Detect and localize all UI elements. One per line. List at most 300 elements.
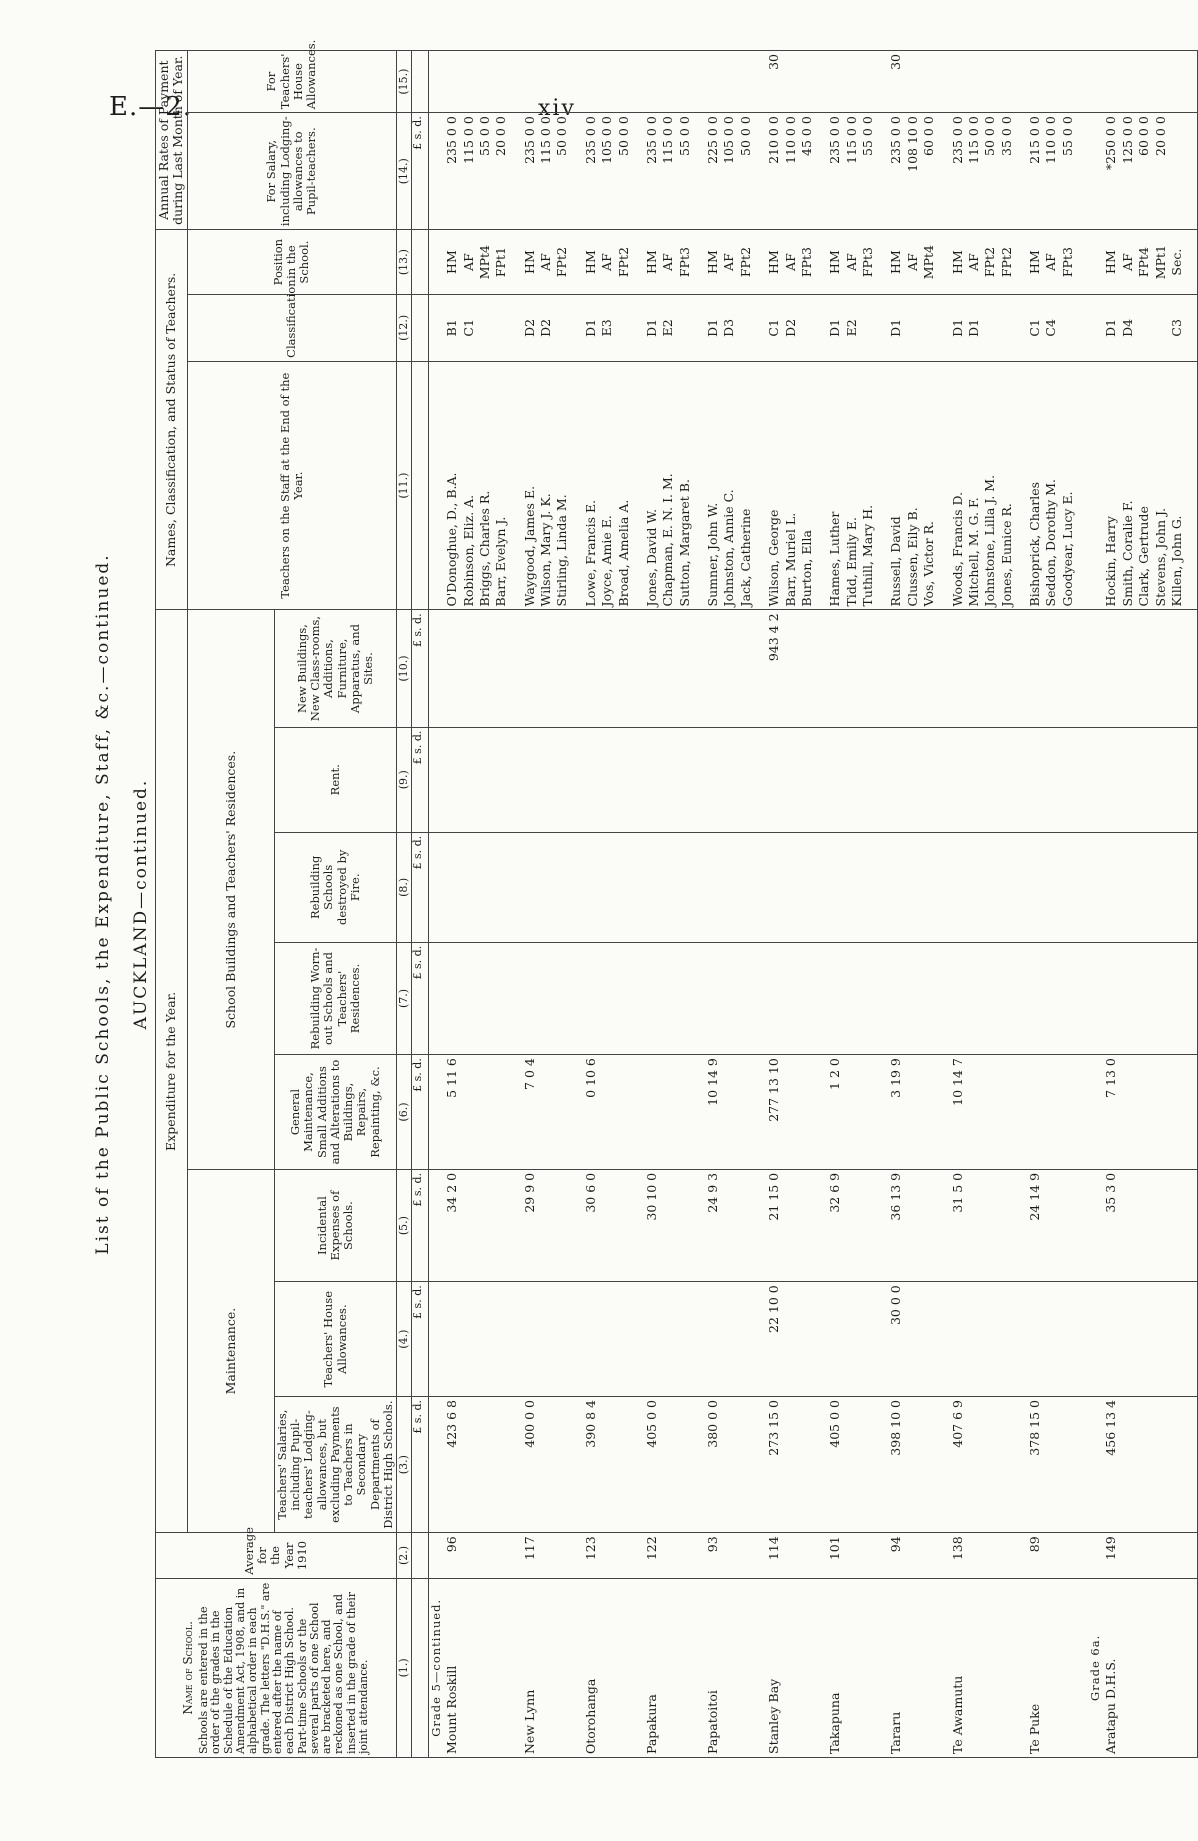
table-cell (1015, 361, 1027, 610)
average-attendance (921, 1533, 937, 1578)
table-cell (815, 727, 827, 832)
house-allowance-rate (660, 51, 676, 113)
rebuilding-wornout-value (583, 942, 599, 1054)
incidental-value (1060, 1169, 1076, 1281)
table-cell (429, 113, 445, 230)
house-allowance-value (461, 1282, 477, 1397)
average-attendance: 138 (950, 1533, 966, 1578)
table-cell (1015, 727, 1027, 832)
rebuilding-fire-value (950, 832, 966, 942)
salaries-value: 407 6 9 (950, 1397, 966, 1533)
rebuilding-fire-value (766, 832, 782, 942)
rent-value (1153, 727, 1169, 832)
table-cell (1015, 230, 1027, 295)
table-cell (1185, 361, 1198, 610)
salaries-value (966, 1397, 982, 1533)
maintenance-value (477, 1055, 493, 1170)
salaries-value: 390 8 4 (583, 1397, 599, 1533)
new-buildings-value (644, 610, 660, 727)
house-allowance-rate (705, 51, 721, 113)
rebuilding-fire-value (583, 832, 599, 942)
salary-rate: 60 0 0 (1136, 113, 1152, 230)
maintenance-value (799, 1055, 815, 1170)
incidental-value: 29 9 0 (522, 1169, 538, 1281)
school-name (660, 1578, 676, 1757)
rebuilding-fire-value (860, 832, 876, 942)
table-cell (1088, 51, 1103, 113)
table-body (412, 51, 1198, 1758)
salaries-value (905, 1397, 921, 1533)
average-attendance (677, 1533, 693, 1578)
table-cell (754, 294, 766, 361)
col-house-rate-header: For Teachers' House Allowances. (187, 51, 396, 113)
school-name (1136, 1578, 1152, 1757)
table-row (966, 51, 982, 1758)
teacher-position: AF (538, 230, 554, 295)
house-allowance-rate (477, 51, 493, 113)
table-cell (1076, 1282, 1088, 1397)
rebuilding-wornout-value (1120, 942, 1136, 1054)
document-code: E.—2. (109, 92, 193, 122)
table-cell (754, 1578, 766, 1757)
salary-rate: 45 0 0 (799, 113, 815, 230)
table-cell (876, 1397, 888, 1533)
maintenance-value (905, 1055, 921, 1170)
new-buildings-value (1153, 610, 1169, 727)
house-allowance-value (982, 1282, 998, 1397)
maintenance-value (1060, 1055, 1076, 1170)
table-cell (632, 610, 644, 727)
rebuilding-wornout-value (444, 942, 460, 1054)
incidental-value (844, 1169, 860, 1281)
school-name (1120, 1578, 1136, 1757)
school-name (738, 1578, 754, 1757)
rent-value (921, 727, 937, 832)
incidental-value (477, 1169, 493, 1281)
table-cell (1088, 1055, 1103, 1170)
rebuilding-wornout-value (827, 942, 843, 1054)
table-cell (693, 1533, 705, 1578)
row-gap (632, 51, 644, 1758)
table-cell (938, 1055, 950, 1170)
house-allowance-value (583, 1282, 599, 1397)
table-row (644, 51, 660, 1758)
house-allowance-rate (966, 51, 982, 113)
teacher-name: Wilson, George (766, 361, 782, 610)
table-cell (1088, 230, 1103, 295)
units-cell: £ s. d. (412, 1169, 429, 1281)
table-row (999, 51, 1015, 1758)
table-cell (938, 610, 950, 727)
table-row (860, 51, 876, 1758)
table-cell (510, 113, 522, 230)
table-cell (876, 1169, 888, 1281)
teacher-classification (799, 294, 815, 361)
average-attendance: 123 (583, 1533, 599, 1578)
average-attendance (783, 1533, 799, 1578)
salary-rate: 55 0 0 (1060, 113, 1076, 230)
teacher-position: FPt4 (1136, 230, 1152, 295)
rebuilding-fire-value (799, 832, 815, 942)
table-cell (1185, 294, 1198, 361)
rebuilding-fire-value (921, 832, 937, 942)
average-attendance: 96 (444, 1533, 460, 1578)
incidental-value (493, 1169, 509, 1281)
rent-value (860, 727, 876, 832)
house-allowance-value (554, 1282, 570, 1397)
table-cell (693, 113, 705, 230)
incidental-value: 32 6 9 (827, 1169, 843, 1281)
table-row (1043, 51, 1059, 1758)
new-buildings-value (522, 610, 538, 727)
salary-rate: 60 0 0 (921, 113, 937, 230)
average-attendance (738, 1533, 754, 1578)
rent-value (616, 727, 632, 832)
salary-rate: 110 0 0 (1043, 113, 1059, 230)
teacher-position: HM (644, 230, 660, 295)
rent-value (766, 727, 782, 832)
teacher-name: Woods, Francis D. (950, 361, 966, 610)
house-allowance-rate (677, 51, 693, 113)
school-name (860, 1578, 876, 1757)
maintenance-value (599, 1055, 615, 1170)
teacher-position: AF (905, 230, 921, 295)
table-cell (1076, 610, 1088, 727)
teacher-name: Johnstone, Lilla J. M. (982, 361, 998, 610)
table-cell (938, 361, 950, 610)
table-cell (815, 51, 827, 113)
rebuilding-wornout-value (1060, 942, 1076, 1054)
teacher-classification: D1 (966, 294, 982, 361)
new-buildings-value (721, 610, 737, 727)
average-attendance (721, 1533, 737, 1578)
new-buildings-value (966, 610, 982, 727)
rebuilding-fire-value (738, 832, 754, 942)
table-row (493, 51, 509, 1758)
col-average-header: Average for the Year 1910 (156, 1533, 397, 1578)
salary-rate: 235 0 0 (444, 113, 460, 230)
salary-rate: 50 0 0 (982, 113, 998, 230)
rebuilding-fire-value (1153, 832, 1169, 942)
rent-value (844, 727, 860, 832)
average-attendance: 122 (644, 1533, 660, 1578)
teacher-name: O'Donoghue, D., B.A. (444, 361, 460, 610)
table-cell (1015, 1282, 1027, 1397)
table-cell (815, 1397, 827, 1533)
table-cell (1076, 1578, 1088, 1757)
teacher-position: FPt2 (982, 230, 998, 295)
table-row (1120, 51, 1136, 1758)
incidental-value: 30 6 0 (583, 1169, 599, 1281)
grade-label: Grade 6a. (1088, 1578, 1103, 1757)
new-buildings-value (705, 610, 721, 727)
teacher-classification: D1 (1103, 294, 1119, 361)
table-cell (693, 832, 705, 942)
table-cell (876, 942, 888, 1054)
maintenance-value (1136, 1055, 1152, 1170)
teacher-name: Tidd, Emily E. (844, 361, 860, 610)
incidental-value (1153, 1169, 1169, 1281)
new-buildings-value (1027, 610, 1043, 727)
table-cell (510, 1055, 522, 1170)
rebuilding-wornout-value (644, 942, 660, 1054)
average-attendance (461, 1533, 477, 1578)
rent-value (1103, 727, 1119, 832)
maintenance-value (966, 1055, 982, 1170)
rebuilding-wornout-value (860, 942, 876, 1054)
new-buildings-value (860, 610, 876, 727)
salaries-value (999, 1397, 1015, 1533)
table-cell (876, 1533, 888, 1578)
rent-value (1169, 727, 1185, 832)
salary-rate: 55 0 0 (477, 113, 493, 230)
col-classification-header: Classification. (187, 294, 396, 361)
new-buildings-value (1169, 610, 1185, 727)
maintenance-value (1153, 1055, 1169, 1170)
new-buildings-value (827, 610, 843, 727)
teacher-classification: D2 (538, 294, 554, 361)
teacher-position: FPt3 (799, 230, 815, 295)
salary-rate: 115 0 0 (461, 113, 477, 230)
rebuilding-fire-value (905, 832, 921, 942)
teacher-name: Vos, Victor R. (921, 361, 937, 610)
teacher-classification: C4 (1043, 294, 1059, 361)
column-number: (3.) (397, 1397, 412, 1533)
row-gap (876, 51, 888, 1758)
house-allowance-rate (738, 51, 754, 113)
house-allowance-value (1027, 1282, 1043, 1397)
table-cell (510, 1397, 522, 1533)
table-cell (1088, 1533, 1103, 1578)
table-cell (632, 727, 644, 832)
row-gap (510, 51, 522, 1758)
rebuilding-fire-value (522, 832, 538, 942)
house-allowance-rate: 30 (888, 51, 904, 113)
salaries-value (677, 1397, 693, 1533)
new-buildings-value (950, 610, 966, 727)
table-cell (571, 1282, 583, 1397)
rebuilding-wornout-value (705, 942, 721, 1054)
rent-value (1120, 727, 1136, 832)
rebuilding-wornout-value (766, 942, 782, 1054)
house-allowance-rate (999, 51, 1015, 113)
table-cell (1185, 230, 1198, 295)
table-row (538, 51, 554, 1758)
table-row (1136, 51, 1152, 1758)
rotated-table-page (89, 39, 1184, 1758)
teacher-position: AF (660, 230, 676, 295)
salaries-value (1169, 1397, 1185, 1533)
table-row (827, 51, 843, 1758)
new-buildings-value (1120, 610, 1136, 727)
teacher-name: Jones, Eunice R. (999, 361, 1015, 610)
salary-rate: 20 0 0 (493, 113, 509, 230)
incidental-value (999, 1169, 1015, 1281)
column-number: (6.) (397, 1055, 412, 1170)
maintenance-value (644, 1055, 660, 1170)
teacher-classification (554, 294, 570, 361)
table-cell (429, 1169, 445, 1281)
table-cell (693, 51, 705, 113)
teacher-classification: E2 (844, 294, 860, 361)
rebuilding-wornout-value (1103, 942, 1119, 1054)
salaries-value (477, 1397, 493, 1533)
table-row (905, 51, 921, 1758)
new-buildings-value (444, 610, 460, 727)
house-allowance-rate (522, 51, 538, 113)
teacher-name: Jones, David W. (644, 361, 660, 610)
rent-value (583, 727, 599, 832)
table-cell (510, 1533, 522, 1578)
rebuilding-wornout-value (522, 942, 538, 1054)
teacher-position: FPt1 (493, 230, 509, 295)
rebuilding-fire-value (827, 832, 843, 942)
house-allowance-value (477, 1282, 493, 1397)
maintenance-value (921, 1055, 937, 1170)
teacher-classification (982, 294, 998, 361)
table-cell (815, 361, 827, 610)
house-allowance-value (538, 1282, 554, 1397)
table-cell (571, 610, 583, 727)
average-attendance (477, 1533, 493, 1578)
incidental-value (1169, 1169, 1185, 1281)
table-cell (429, 832, 445, 942)
incidental-value: 34 2 0 (444, 1169, 460, 1281)
house-allowance-value (705, 1282, 721, 1397)
table-cell (571, 942, 583, 1054)
table-cell (876, 610, 888, 727)
average-attendance (1060, 1533, 1076, 1578)
teacher-name: Smith, Coralie F. (1120, 361, 1136, 610)
rebuilding-wornout-value (677, 942, 693, 1054)
table-cell (510, 1169, 522, 1281)
table-cell (938, 832, 950, 942)
table-cell (1088, 610, 1103, 727)
salaries-value (538, 1397, 554, 1533)
rebuilding-wornout-value (844, 942, 860, 1054)
rebuilding-wornout-value (982, 942, 998, 1054)
house-allowance-rate (644, 51, 660, 113)
teacher-classification (677, 294, 693, 361)
teacher-name: Jack, Catherine (738, 361, 754, 610)
table-cell (815, 1533, 827, 1578)
table-row (1153, 51, 1169, 1758)
table-cell (1185, 1397, 1198, 1533)
school-name: New Lynn (522, 1578, 538, 1757)
rent-value (1060, 727, 1076, 832)
teacher-classification: D2 (522, 294, 538, 361)
house-allowance-value (783, 1282, 799, 1397)
salaries-value (921, 1397, 937, 1533)
salary-rate: 225 0 0 (705, 113, 721, 230)
table-row (616, 51, 632, 1758)
teacher-position: HM (1027, 230, 1043, 295)
grade-row (1088, 51, 1103, 1758)
teacher-position: MPt4 (921, 230, 937, 295)
salaries-value: 400 0 0 (522, 1397, 538, 1533)
maintenance-value (554, 1055, 570, 1170)
salary-rate: 235 0 0 (583, 113, 599, 230)
teacher-name: Broad, Amelia A. (616, 361, 632, 610)
table-cell (1185, 942, 1198, 1054)
house-allowance-rate (950, 51, 966, 113)
house-allowance-rate (554, 51, 570, 113)
table-cell (429, 1397, 445, 1533)
salary-rate: *250 0 0 (1103, 113, 1119, 230)
house-allowance-rate (444, 51, 460, 113)
table-cell (632, 1578, 644, 1757)
house-allowance-rate (827, 51, 843, 113)
teacher-position: MPt4 (477, 230, 493, 295)
teacher-name: Johnston, Annie C. (721, 361, 737, 610)
house-allowance-rate (1120, 51, 1136, 113)
units-cell: £ s. d. (412, 1055, 429, 1170)
salary-rate: 35 0 0 (999, 113, 1015, 230)
column-number-row (397, 51, 412, 1758)
column-number: (11.) (397, 361, 412, 610)
col-teachers-header: Teachers on the Staff at the End of the Year. (187, 361, 396, 610)
teacher-name: Lowe, Francis E. (583, 361, 599, 610)
new-buildings-value (999, 610, 1015, 727)
house-allowance-rate (799, 51, 815, 113)
average-attendance (599, 1533, 615, 1578)
table-cell (1015, 51, 1027, 113)
teacher-position: AF (1043, 230, 1059, 295)
units-cell (412, 230, 429, 295)
salaries-value (783, 1397, 799, 1533)
rent-value (644, 727, 660, 832)
house-allowance-rate (1043, 51, 1059, 113)
school-name (799, 1578, 815, 1757)
schools-table (155, 39, 1198, 1758)
col-position-header: Position in the School. (187, 230, 396, 295)
house-allowance-value (799, 1282, 815, 1397)
table-cell (429, 942, 445, 1054)
table-cell (938, 113, 950, 230)
teacher-classification (1136, 294, 1152, 361)
teacher-classification: C1 (461, 294, 477, 361)
table-cell (876, 294, 888, 361)
maintenance-value: 7 13 0 (1103, 1055, 1119, 1170)
table-cell (632, 230, 644, 295)
table-cell (571, 230, 583, 295)
average-attendance (538, 1533, 554, 1578)
table-cell (429, 1282, 445, 1397)
incidental-value (1136, 1169, 1152, 1281)
table-cell (571, 1169, 583, 1281)
maintenance-value (493, 1055, 509, 1170)
teacher-classification (921, 294, 937, 361)
rent-value (1043, 727, 1059, 832)
rent-value (905, 727, 921, 832)
table-cell (510, 230, 522, 295)
new-buildings-value (477, 610, 493, 727)
teacher-classification: D1 (827, 294, 843, 361)
table-cell (754, 610, 766, 727)
house-allowance-rate (860, 51, 876, 113)
teacher-name: Waygood, James E. (522, 361, 538, 610)
school-name (1153, 1578, 1169, 1757)
rent-value (888, 727, 904, 832)
house-allowance-rate (1169, 51, 1185, 113)
new-buildings-value (461, 610, 477, 727)
rebuilding-wornout-value (950, 942, 966, 1054)
salaries-value (616, 1397, 632, 1533)
table-cell (1076, 294, 1088, 361)
table-cell (876, 113, 888, 230)
table-row (583, 51, 599, 1758)
house-allowance-rate (783, 51, 799, 113)
